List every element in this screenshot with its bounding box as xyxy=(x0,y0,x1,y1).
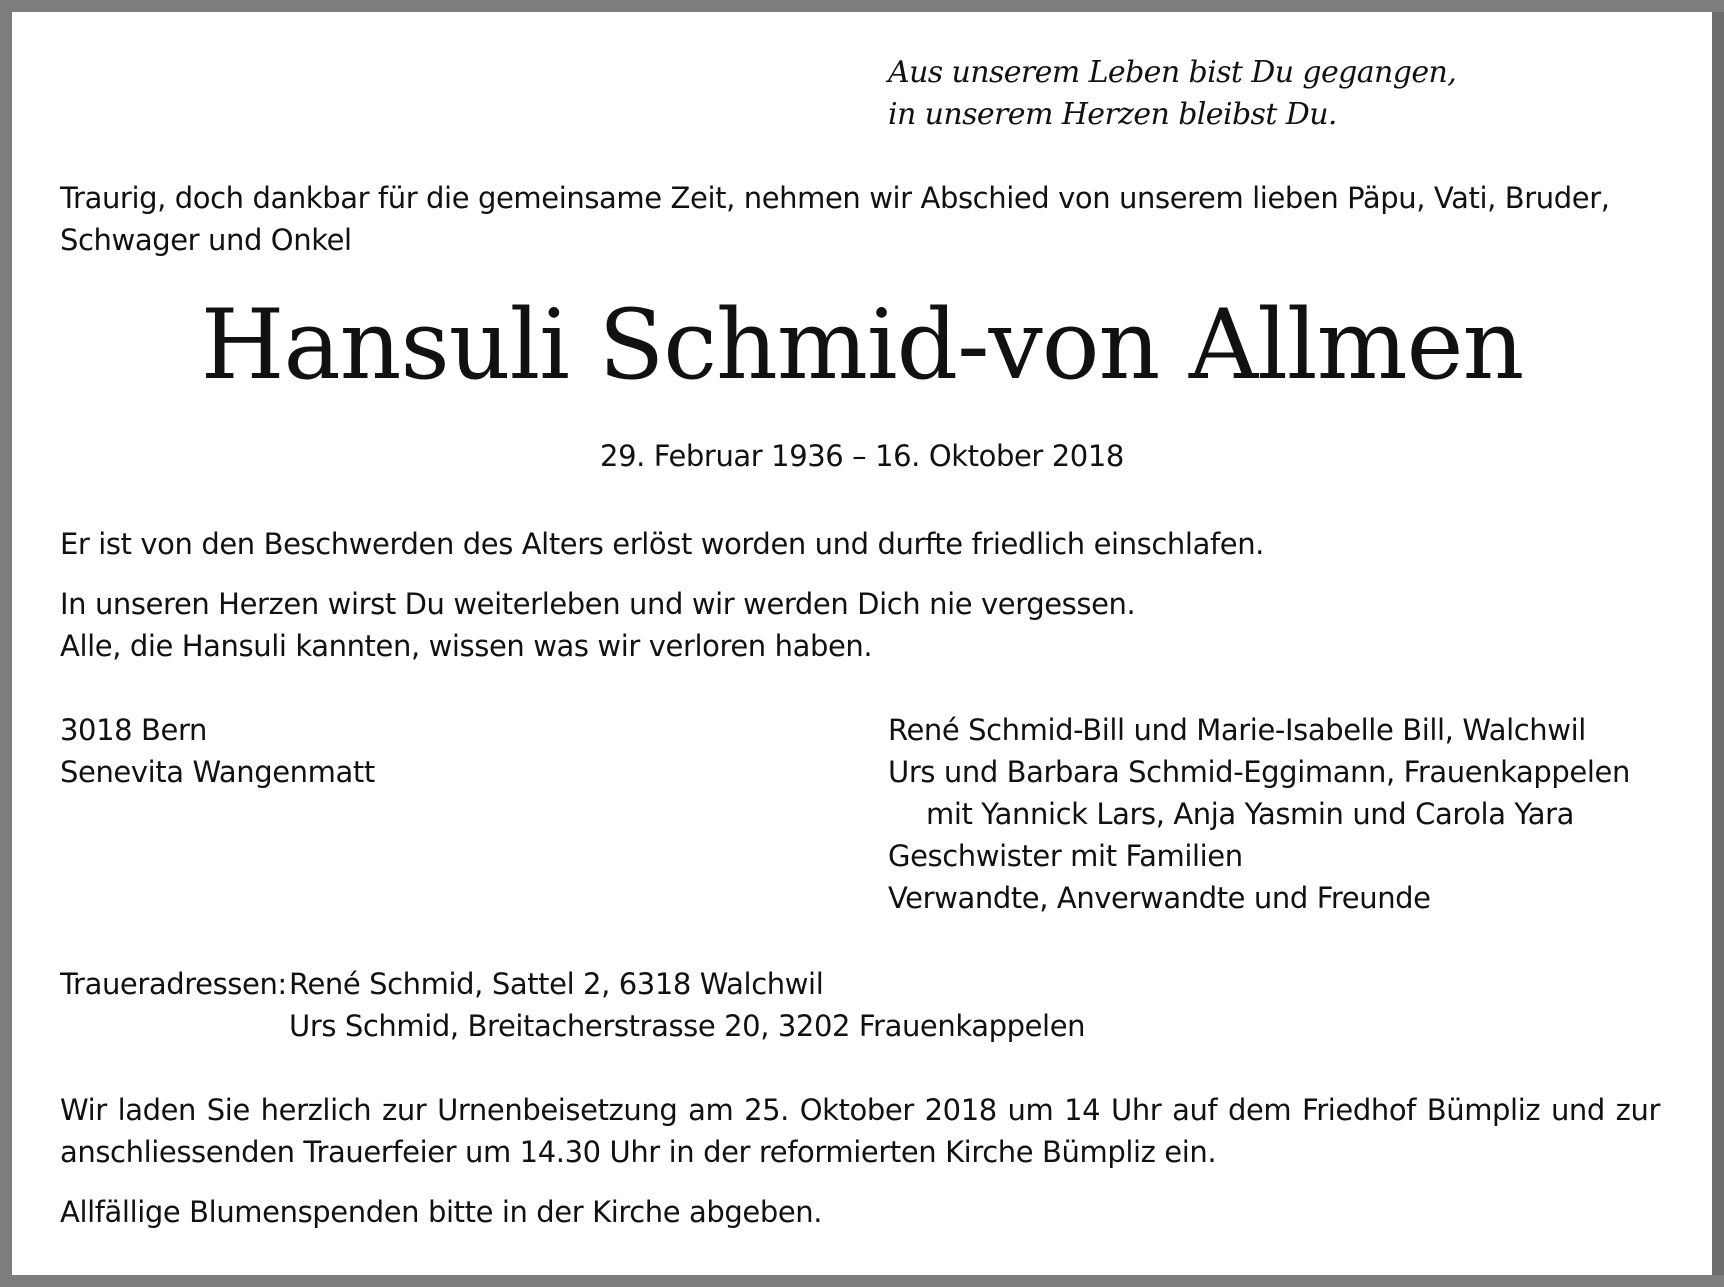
motto-line-1: Aus unserem Leben bist Du gegangen, xyxy=(888,55,1457,90)
place-line-2: Senevita Wangenmatt xyxy=(60,755,375,789)
address-line-2: Urs Schmid, Breitacherstrasse 20, 3202 Frauenkappelen xyxy=(289,1009,1086,1043)
motto-quote xyxy=(888,52,1456,136)
deceased-name: Hansuli Schmid-von Allmen xyxy=(200,289,1524,401)
mourners-list xyxy=(888,709,1630,919)
message-block xyxy=(60,583,1135,667)
motto-line-2: in unserem Herzen bleibst Du. xyxy=(888,97,1337,132)
mourner-item: mit Yannick Lars, Anja Yasmin und Carola Yara xyxy=(926,797,1574,831)
invitation-text: Wir laden Sie herzlich zur Urnenbeisetzung am 25. Oktober 2018 um 14 Uhr auf dem Friedhof Bümpliz und zur anschliessenden Trauerfeier um 14.30 Uhr in der reformierten Kirche Bümpliz ein. xyxy=(60,1093,1660,1169)
mourner-item: René Schmid-Bill und Marie-Isabelle Bill, Walchwil xyxy=(888,713,1586,747)
flowers-note: Allfällige Blumenspenden bitte in der Kirche abgeben. xyxy=(60,1195,823,1229)
addresses-label: Traueradressen: xyxy=(60,967,287,1001)
mourner-item: Urs und Barbara Schmid-Eggimann, Frauenkappelen xyxy=(888,755,1630,789)
message-line-3: Alle, die Hansuli kannten, wissen was wir verloren haben. xyxy=(60,629,873,663)
obituary-notice xyxy=(12,12,1712,1275)
mourning-addresses xyxy=(60,963,1085,1047)
place-line-1: 3018 Bern xyxy=(60,713,207,747)
message-line-2: In unseren Herzen wirst Du weiterleben und wir werden Dich nie vergessen. xyxy=(60,587,1136,621)
life-dates: 29. Februar 1936 – 16. Oktober 2018 xyxy=(600,439,1124,473)
place-block xyxy=(60,709,375,793)
mourner-item: Verwandte, Anverwandte und Freunde xyxy=(888,881,1431,915)
address-line-1: René Schmid, Sattel 2, 6318 Walchwil xyxy=(289,967,824,1001)
mourner-item: Geschwister mit Familien xyxy=(888,839,1243,873)
message-line-1: Er ist von den Beschwerden des Alters erlöst worden und durfte friedlich einschlafen. xyxy=(60,527,1264,561)
intro-text: Traurig, doch dankbar für die gemeinsame Zeit, nehmen wir Abschied von unserem lieben Päpu, Vati, Bruder, Schwager und Onkel xyxy=(60,181,1610,257)
